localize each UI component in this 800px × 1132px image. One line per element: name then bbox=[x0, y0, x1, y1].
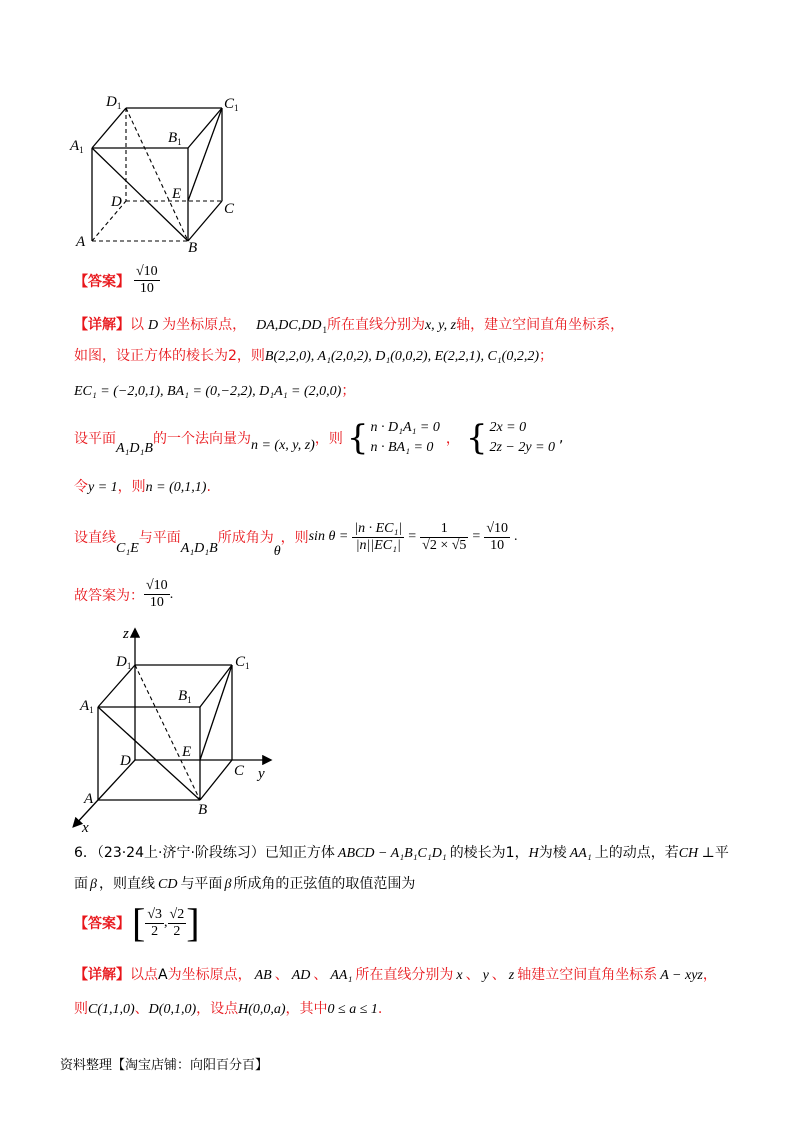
plane-A1D1B: A₁D₁B bbox=[180, 541, 218, 556]
cube-name: ABCD − A₁B₁C₁D₁ bbox=[337, 846, 447, 861]
label-z: z bbox=[123, 626, 129, 642]
point-A: A bbox=[158, 967, 168, 983]
vectors: EC₁ = (−2,0,1), BA₁ = (0,−2,2), D₁A₁ = (2,0,0) bbox=[74, 384, 342, 399]
detail-1-line-6: 设直线 C₁E 与平面 A₁D₁B 所成角为 θ ，则 sin θ = $\frac{\text{|n · EC₁|}}{\text{|n||EC₁|}}$ = $\frac{1}{√2 \times √5}$ = $\frac{√10}{10}$ . bbox=[74, 520, 518, 559]
lower-den: 2 bbox=[151, 923, 159, 939]
AA1: AA₁ bbox=[330, 968, 353, 983]
upper-den: 2 bbox=[173, 923, 181, 939]
AD: AD bbox=[291, 968, 311, 983]
point-D: D(0,1,0) bbox=[148, 1002, 197, 1017]
detail-1-line-4: 设平面 A₁D₁B 的一个法向量为 n = (x, y, z) ，则 { n · D₁A₁ = 0 n · BA₁ = 0 ， { 2x = 0 2z − 2y = 0 , bbox=[74, 418, 564, 458]
edge-C1-E bbox=[188, 108, 222, 201]
label-B: B bbox=[188, 240, 198, 256]
label-x: x bbox=[82, 820, 89, 835]
plane-beta: β bbox=[90, 877, 97, 892]
detail-1-line-2 bbox=[74, 345, 553, 365]
label-y: y bbox=[258, 766, 265, 782]
text: . bbox=[169, 586, 174, 602]
sep: 、 bbox=[134, 1001, 149, 1017]
system-2-row-1: 2x = 0 bbox=[489, 420, 527, 435]
interval-upper bbox=[168, 907, 187, 940]
sep: 、 bbox=[491, 967, 506, 983]
text: 以点 bbox=[130, 967, 158, 983]
fraction-3 bbox=[484, 521, 510, 554]
math-DA-DC-DD: DA,DC,DD bbox=[256, 318, 322, 333]
CH-perp: CH ⊥ bbox=[678, 846, 715, 861]
label-C1: $C_1$ bbox=[224, 96, 239, 113]
coord-system: A − xyz bbox=[660, 968, 703, 983]
label-D: D bbox=[111, 194, 122, 210]
final-answer-fraction bbox=[144, 578, 170, 611]
detail-tag: 【详解】 bbox=[74, 317, 130, 333]
interval-lower bbox=[145, 907, 164, 940]
label-D1: $D_1$ bbox=[116, 654, 132, 671]
question-6-line-1 bbox=[74, 842, 729, 862]
text: 所在直线分别为 bbox=[355, 967, 454, 983]
text: 已知正方体 bbox=[264, 845, 335, 861]
system-2: { 2x = 0 2z − 2y = 0 bbox=[465, 418, 556, 458]
system-2-row-2: 2z − 2y = 0 bbox=[489, 440, 556, 455]
text: 所成角为 bbox=[217, 530, 274, 546]
sep: 、 bbox=[313, 967, 328, 983]
text: 为棱 bbox=[538, 845, 567, 861]
edge-A1-D1 bbox=[92, 108, 126, 148]
sep: 、 bbox=[274, 967, 289, 983]
answer-1 bbox=[74, 264, 160, 297]
edge-C1-E bbox=[200, 665, 232, 760]
text: 为坐标原点， bbox=[162, 317, 247, 333]
text: 所成角的正弦值的取值范围为 bbox=[233, 876, 416, 892]
answer-tag: 【答案】 bbox=[74, 273, 130, 290]
text: 设平面 bbox=[74, 431, 116, 447]
system-1: { n · D₁A₁ = 0 n · BA₁ = 0 bbox=[346, 418, 440, 458]
plane-beta: β bbox=[224, 877, 232, 892]
question-source: （23·24上·济宁·阶段练习） bbox=[96, 845, 265, 861]
edge-B1-C1 bbox=[188, 108, 222, 148]
math-xyz: x, y, z bbox=[424, 318, 457, 333]
label-D1: $D_1$ bbox=[106, 94, 122, 111]
detail-2-line-1 bbox=[74, 964, 717, 984]
label-E: E bbox=[172, 186, 182, 202]
upper-num: √2 bbox=[169, 906, 185, 922]
text: . bbox=[206, 479, 211, 495]
y: y bbox=[482, 968, 489, 983]
edge-D1-B bbox=[126, 108, 188, 241]
line-C1E: C₁E bbox=[116, 541, 139, 556]
theta: θ bbox=[273, 544, 281, 559]
text: 与平面 bbox=[138, 530, 181, 546]
answer-denominator: 10 bbox=[139, 281, 154, 296]
normal-vector: n = (x, y, z) bbox=[250, 438, 315, 453]
x: x bbox=[456, 968, 463, 983]
text: ，则 bbox=[117, 479, 146, 495]
fraction-3-den: 10 bbox=[490, 537, 505, 553]
text: 以 bbox=[130, 317, 144, 333]
detail-1-line-3 bbox=[74, 380, 355, 400]
fraction-3-num: √10 bbox=[486, 520, 509, 536]
label-A1: $A_1$ bbox=[70, 138, 84, 155]
footer-text: 资料整理【淘宝店铺：向阳百分百】 bbox=[60, 1058, 269, 1073]
edge-B1-C1 bbox=[200, 665, 232, 707]
fraction-1-den: |n||EC₁| bbox=[355, 537, 401, 553]
text: 令 bbox=[74, 479, 88, 495]
text: 所在直线分别为 bbox=[326, 317, 425, 333]
answer-fraction bbox=[134, 264, 160, 297]
label-E: E bbox=[182, 744, 192, 760]
text: 设直线 bbox=[74, 530, 116, 546]
fraction-2 bbox=[420, 521, 468, 554]
text: ； bbox=[539, 348, 553, 364]
text: 轴建立空间直角坐标系 bbox=[517, 967, 658, 983]
detail-tag: 【详解】 bbox=[74, 967, 130, 983]
text: 轴，建立空间直角坐标系， bbox=[456, 317, 625, 333]
text: ，设点 bbox=[196, 1001, 239, 1017]
text: 的一个法向量为 bbox=[152, 431, 251, 447]
text: ， bbox=[702, 967, 717, 983]
text: 上的动点，若 bbox=[594, 845, 679, 861]
text: . bbox=[514, 529, 518, 544]
text: 则 bbox=[74, 1001, 88, 1017]
cube-figure-1 bbox=[60, 90, 260, 260]
question-number: 6． bbox=[74, 845, 97, 861]
a-range: 0 ≤ a ≤ 1 bbox=[327, 1002, 378, 1017]
label-A1: $A_1$ bbox=[80, 698, 94, 715]
lower-num: √3 bbox=[147, 906, 163, 922]
text: ，其中 bbox=[285, 1001, 328, 1017]
label-C: C bbox=[234, 763, 245, 779]
label-B1: $B_1$ bbox=[178, 688, 192, 705]
text: ，则直线 bbox=[98, 876, 155, 892]
label-A: A bbox=[76, 234, 86, 250]
text: 面 bbox=[74, 876, 88, 892]
question-6-line-2 bbox=[74, 873, 415, 893]
edge-A1-D1 bbox=[98, 665, 135, 707]
point-H: H bbox=[528, 846, 539, 861]
answer-2: 【答案】 [ $\frac{√3}{2}$ , $\frac{√2}{2}$ ] bbox=[74, 900, 200, 945]
edge-D1-B bbox=[135, 665, 200, 800]
plane-A1D1B: A₁D₁B bbox=[116, 441, 153, 456]
edge-AA1: AA₁ bbox=[569, 846, 592, 861]
text: 如图，设正方体的棱长为2，则 bbox=[74, 348, 265, 364]
text: 平 bbox=[714, 845, 729, 861]
system-1-row-2: n · BA₁ = 0 bbox=[370, 440, 434, 455]
math-sub: 1 bbox=[322, 324, 327, 335]
detail-2-line-2 bbox=[74, 998, 382, 1018]
text: ，则 bbox=[314, 431, 343, 447]
label-C: C bbox=[224, 201, 235, 217]
normal-result: n = (0,1,1) bbox=[145, 480, 207, 495]
final-answer-label: 故答案为： bbox=[74, 587, 144, 604]
text: 的棱长为1， bbox=[449, 845, 529, 861]
fraction-1 bbox=[352, 521, 404, 554]
coordinates: B(2,2,0), A₁(2,0,2), D₁(0,0,2), E(2,2,1), C₁(0,2,2) bbox=[264, 349, 539, 364]
detail-1-line-5 bbox=[74, 476, 211, 496]
label-C1: $C_1$ bbox=[235, 654, 250, 671]
text: 与平面 bbox=[180, 876, 223, 892]
y-equals-1: y = 1 bbox=[88, 480, 118, 495]
cube-figure-2 bbox=[60, 620, 290, 835]
fraction-2-den: √2 × √5 bbox=[422, 537, 467, 553]
system-1-row-1: n · D₁A₁ = 0 bbox=[370, 420, 440, 435]
edge-B-C bbox=[200, 760, 232, 800]
AB: AB bbox=[254, 968, 272, 983]
label-D: D bbox=[120, 753, 131, 769]
detail-1-line-1 bbox=[74, 314, 624, 335]
point-H: H(0,0,a) bbox=[238, 1002, 286, 1017]
edge-B-C bbox=[188, 201, 222, 241]
final-den: 10 bbox=[149, 595, 164, 610]
line-CD: CD bbox=[157, 877, 178, 892]
detail-1-line-7 bbox=[74, 578, 173, 611]
sep: 、 bbox=[465, 967, 480, 983]
answer-numerator: √10 bbox=[136, 264, 158, 279]
z: z bbox=[508, 968, 515, 983]
point-C: C(1,1,0) bbox=[88, 1002, 135, 1017]
fraction-1-num: |n · EC₁| bbox=[354, 520, 403, 536]
text: 为坐标原点， bbox=[167, 967, 252, 983]
label-B: B bbox=[198, 802, 208, 818]
label-B1: $B_1$ bbox=[168, 130, 182, 147]
label-A: A bbox=[84, 791, 94, 807]
answer-tag: 【答案】 bbox=[74, 916, 130, 932]
fraction-2-num: 1 bbox=[440, 520, 448, 536]
sin-theta: sin θ = bbox=[308, 529, 349, 544]
final-num: √10 bbox=[146, 578, 168, 593]
text: . bbox=[377, 1001, 383, 1017]
math-D: D bbox=[148, 318, 159, 333]
text: ； bbox=[341, 383, 356, 399]
text: ，则 bbox=[280, 530, 309, 546]
